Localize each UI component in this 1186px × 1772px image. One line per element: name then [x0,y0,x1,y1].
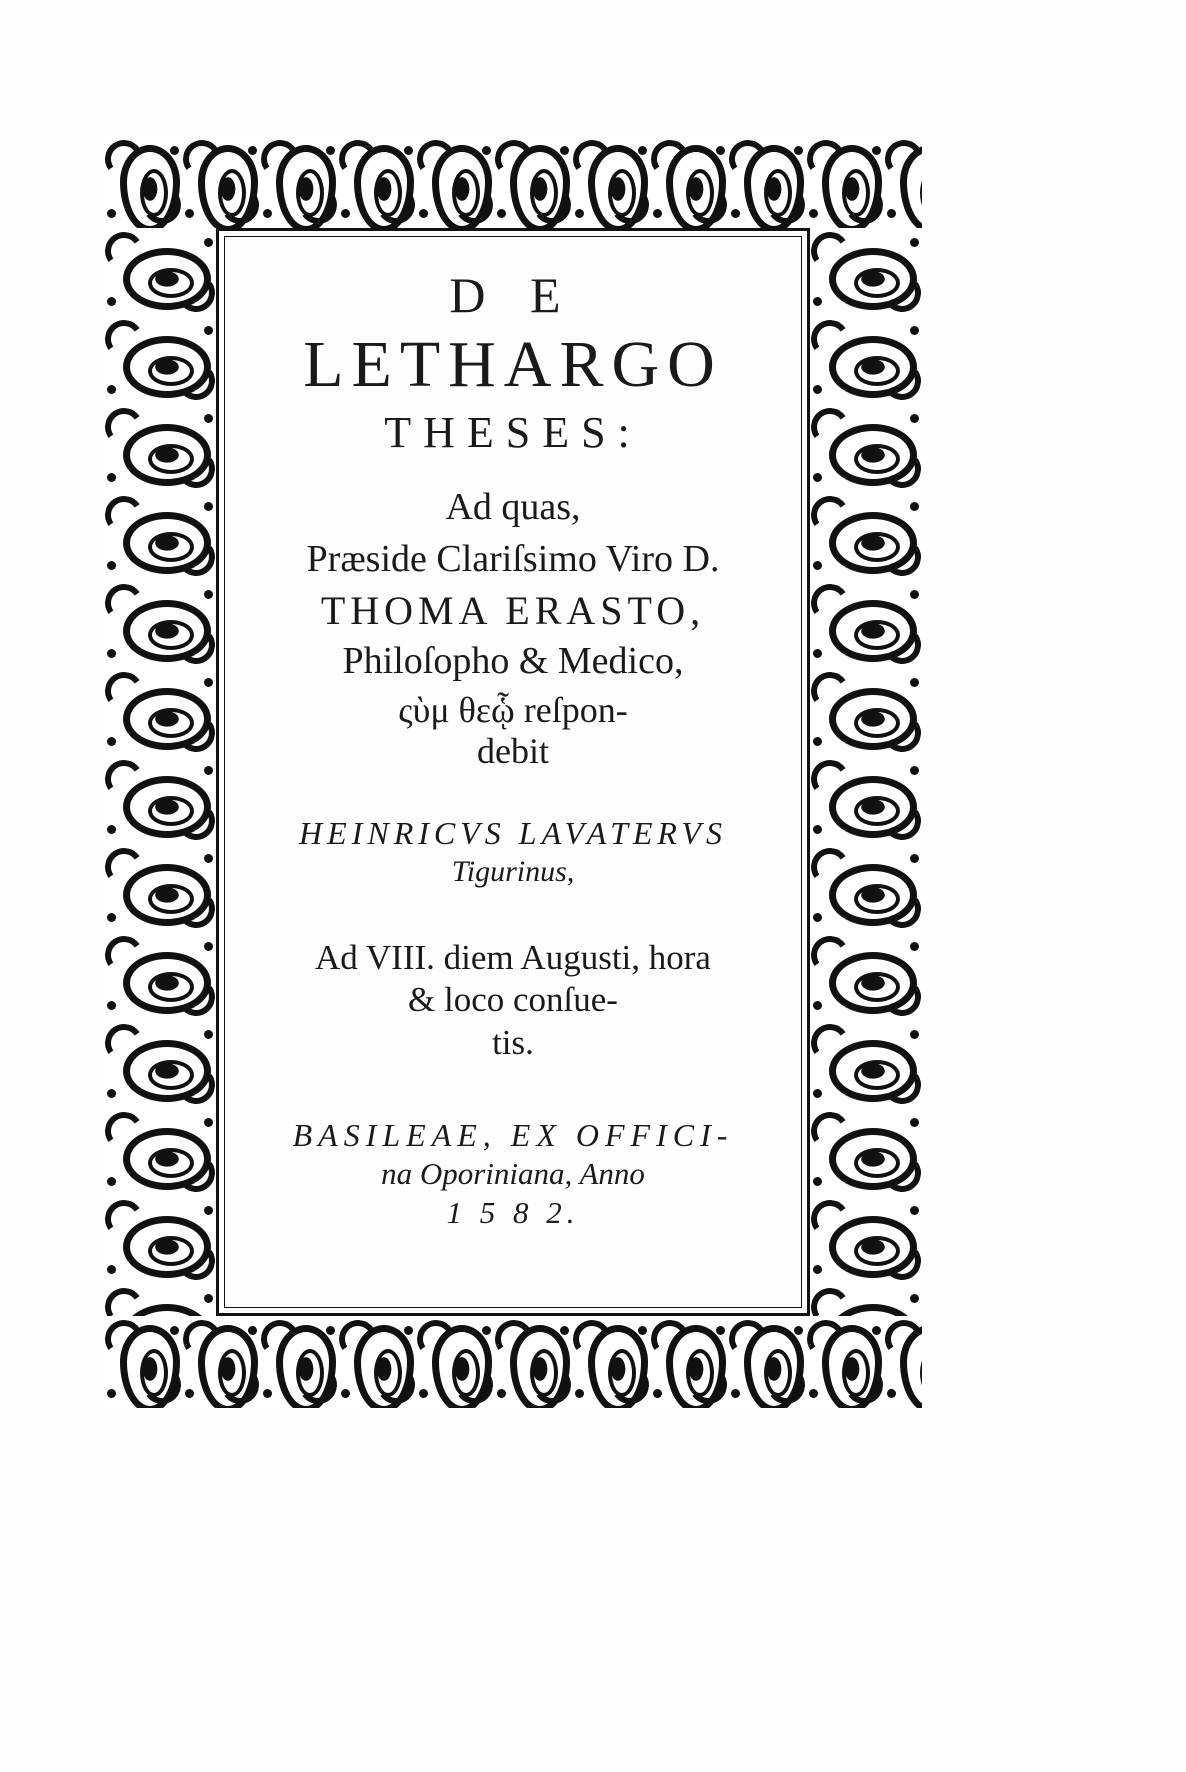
title-line-theses: THESES: [384,408,642,458]
border-ornament-tile [104,756,216,844]
border-ornament-tile [104,1020,216,1108]
date-line-3: tis. [492,1022,534,1062]
imprint-line-1: BASILEAE, EX OFFICI- [292,1116,734,1153]
border-ornament-tile [810,756,922,844]
border-ornament-tile [810,1108,922,1196]
border-ornament-tile [810,844,922,932]
title-block [228,240,798,1304]
border-ornament-tile [572,1316,650,1408]
border-ornament-tile [104,492,216,580]
border-ornament-tile [260,1316,338,1408]
border-ornament-tile [104,1316,182,1408]
border-ornament-tile [728,136,806,228]
border-ornament-tile [810,668,922,756]
imprint-line-2: na Oporiniana, Anno [381,1155,645,1191]
border-ornament-tile [104,1284,216,1316]
border-ornament-tile [810,228,922,316]
border-ornament-tile [494,1316,572,1408]
border-ornament-tile [104,404,216,492]
ornamental-border-frame [104,136,922,1408]
body-line-adquas: Ad quas, [445,486,581,529]
border-ornament-tile [810,404,922,492]
border-ornament-tile [104,136,182,228]
border-ornament-tile [104,932,216,1020]
author-name: HEINRICVS LAVATERVS [299,814,727,851]
border-ornament-tile [884,1316,922,1408]
border-ornament-tile [810,1196,922,1284]
border-ornament-tile [182,136,260,228]
date-line-1: Ad VIII. diem Augusti, hora [315,938,711,978]
body-line-praeside: Præside Clariſsimo Viro D. [306,538,720,581]
border-ornament-tile [104,1196,216,1284]
border-band-bottom [104,1316,922,1408]
border-ornament-tile [260,136,338,228]
border-ornament-tile [806,1316,884,1408]
border-ornament-tile [104,844,216,932]
border-ornament-tile [338,1316,416,1408]
border-ornament-tile [104,580,216,668]
body-line-greek-respon: ςὺμ θεᾧ reſpon- [398,689,628,730]
border-ornament-tile [810,1020,922,1108]
title-line-lethargo: LETHARGO [303,328,723,401]
border-ornament-tile [494,136,572,228]
border-band-right [810,228,922,1316]
body-line-thoma-erasto: THOMA ERASTO, [320,587,706,633]
border-ornament-tile [104,668,216,756]
border-ornament-tile [416,136,494,228]
border-ornament-tile [182,1316,260,1408]
imprint-year: 1 5 8 2. [446,1195,580,1231]
border-ornament-tile [810,932,922,1020]
date-line-2: & loco conſue- [408,980,618,1020]
border-ornament-tile [650,1316,728,1408]
border-band-left [104,228,216,1316]
border-ornament-tile [728,1316,806,1408]
author-origin: Tigurinus, [451,855,575,889]
border-ornament-tile [810,1284,922,1316]
border-ornament-tile [806,136,884,228]
body-line-philosopho: Philoſopho & Medico, [342,639,684,682]
border-ornament-tile [572,136,650,228]
border-ornament-tile [810,492,922,580]
border-ornament-tile [884,136,922,228]
border-ornament-tile [810,580,922,668]
border-ornament-tile [104,316,216,404]
title-line-de: D E [449,267,577,323]
border-ornament-tile [104,228,216,316]
body-line-debit: debit [477,731,549,772]
border-ornament-tile [338,136,416,228]
border-ornament-tile [810,316,922,404]
border-ornament-tile [650,136,728,228]
border-band-top [104,136,922,228]
border-ornament-tile [104,1108,216,1196]
border-ornament-tile [416,1316,494,1408]
